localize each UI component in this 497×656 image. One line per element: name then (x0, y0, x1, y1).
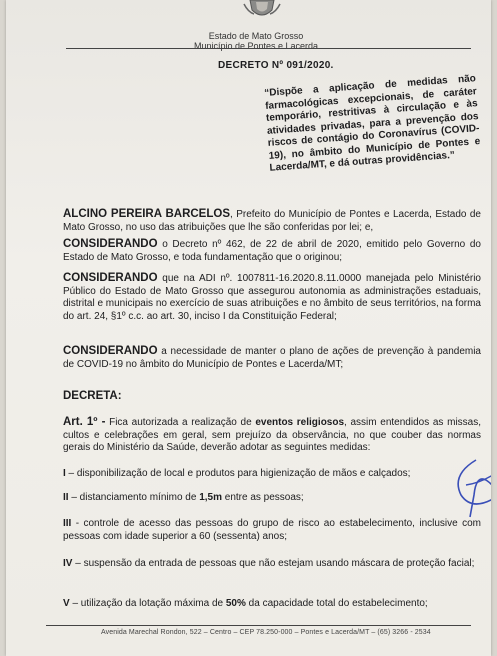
decreta-heading: DECRETA: (63, 390, 122, 402)
header-municipality: Município de Pontes e Lacerda (193, 41, 319, 51)
item-text: – utilização da lotação máxima de (69, 598, 226, 609)
article-text: , assim entendidos as missas, cultos e celebrações em geral, sem prejuízo da observância, no que couber das normas gerais do Ministério da Saúde, deverão adotar as seguintes medidas: (63, 417, 482, 453)
item-number: I (63, 468, 66, 479)
decree-summary: “Dispõe a aplicação de medidas não farmacológicas excepcionais, de caráter temporário, restritivas à circulação e às atividades privadas, para a prevenção dos riscos de contágio do Coronavírus (COVID-19), no âmbito do Município de Pontes e Lacerda/MT, e dá outras providências.” (264, 73, 481, 174)
item-text: – distanciamento mínimo de (68, 492, 200, 503)
item-4 (63, 558, 481, 571)
item-emphasis: 1,5m (199, 492, 222, 503)
article-emphasis: eventos religiosos (255, 417, 345, 428)
item-text: – disponibilização de local e produtos para higienização de mãos e calçados; (65, 468, 411, 479)
coat-of-arms-icon (242, 0, 282, 20)
footer-divider (46, 625, 471, 626)
item-text: - controle de acesso das pessoas do grupo de risco ao estabelecimento, inclusive com pessoas com idade superior a 60 (sessenta) anos; (63, 518, 481, 542)
considerando-label: CONSIDERANDO (63, 272, 158, 284)
considerando-text: o Decreto nº 462, de 22 de abril de 2020, emitido pelo Governo do Estado de Mato Grosso, e toda fundamentação que o originou; (63, 239, 481, 263)
preamble (63, 208, 481, 234)
item-text: entre as pessoas; (221, 492, 304, 503)
considerando-label: CONSIDERANDO (63, 345, 158, 357)
item-3 (63, 518, 481, 543)
item-2 (63, 492, 481, 505)
article-label: Art. 1º - (63, 416, 106, 428)
mayor-name: ALCINO PEREIRA BARCELOS (63, 208, 230, 220)
considerando-label: CONSIDERANDO (63, 238, 158, 250)
item-1 (63, 468, 481, 481)
article-1 (63, 416, 481, 455)
header-divider (66, 48, 471, 49)
article-text: Fica autorizada a realização de (105, 417, 256, 428)
considerando-text: que na ADI nº. 1007811-16.2020.8.11.0000 manejada pelo Ministério Público do Estado de Mato Grosso que assegurou autonomia as administrações estaduais, distrital e municipais no exercício de suas atribuições e no âmbito de seus territórios, na forma do art. 24, §1º c.c. ao art. 30, inciso I da Constituição Federal; (63, 273, 481, 322)
considerando-3 (63, 345, 481, 371)
item-number: III (63, 518, 72, 529)
item-text: – suspensão da entrada de pessoas que não estejam usando máscara de proteção facial; (72, 558, 475, 569)
considerando-2 (63, 272, 481, 323)
handwritten-initials-icon (446, 455, 491, 520)
item-number: IV (63, 558, 73, 569)
item-number: II (63, 492, 69, 503)
footer-address: Avenida Marechal Rondon, 522 – Centro – CEP 78.250-000 – Pontes e Lacerda/MT – (65) 3266 - 2534 (101, 629, 431, 636)
considerando-1 (63, 238, 481, 264)
item-text: da capacidade total do estabelecimento; (245, 598, 428, 609)
item-5 (63, 598, 481, 611)
header-state: Estado de Mato Grosso (208, 31, 304, 41)
item-emphasis: 50% (225, 598, 246, 609)
considerando-text: a necessidade de manter o plano de ações de prevenção à pandemia de COVID-19 no âmbito do Município de Pontes e Lacerda/MT; (63, 346, 481, 370)
item-number: V (63, 598, 70, 609)
preamble-text: , Prefeito do Município de Pontes e Lacerda, Estado de Mato Grosso, no uso das atribuições que lhe são conferidas por lei; e, (63, 209, 481, 233)
decree-number: DECRETO Nº 091/2020. (218, 60, 334, 71)
document-page (6, 0, 491, 656)
